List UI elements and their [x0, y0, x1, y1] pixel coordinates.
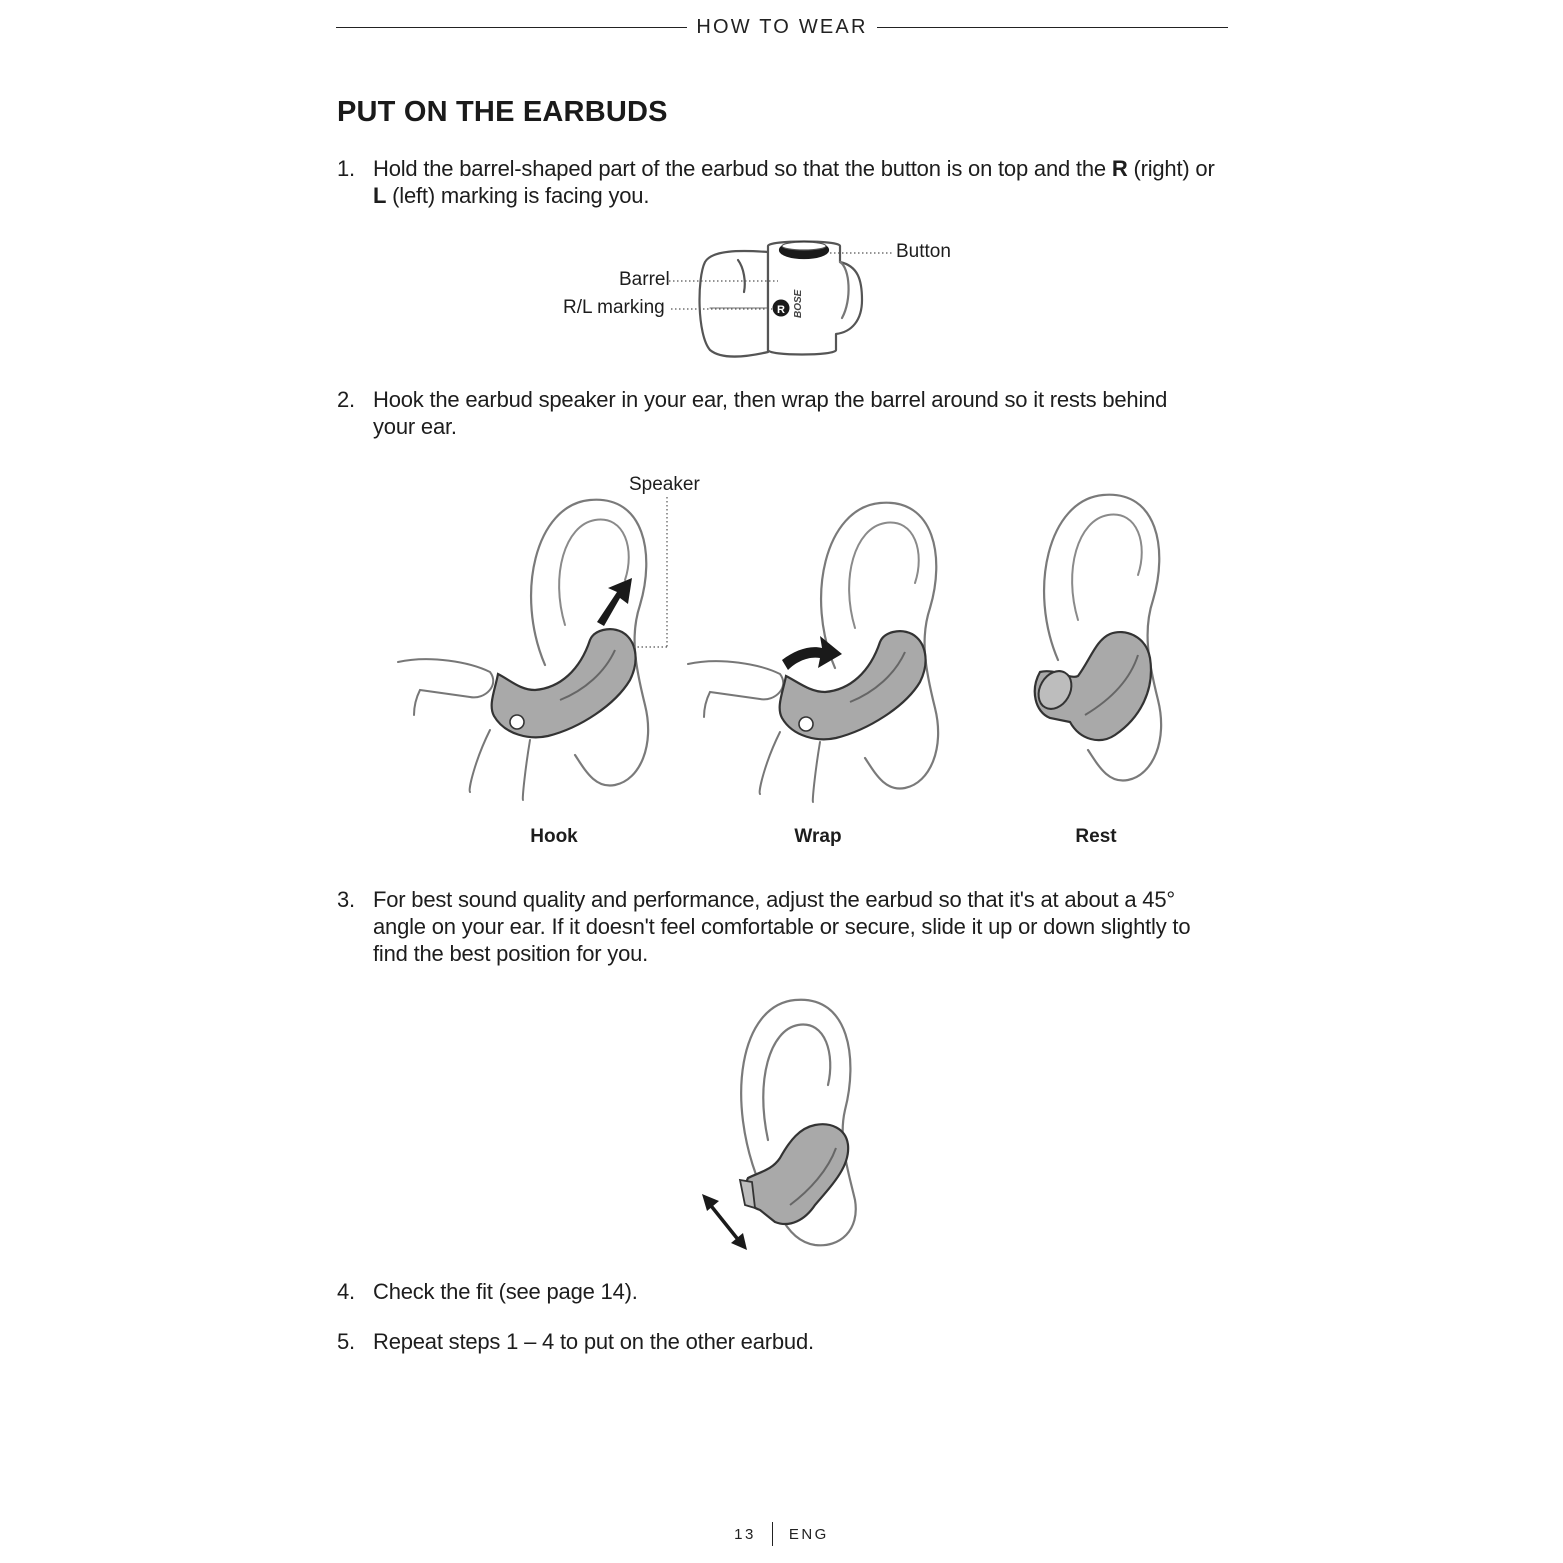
caption-rest: Rest [1075, 826, 1117, 847]
step-number: 1. [337, 156, 355, 181]
step-number: 3. [337, 887, 355, 912]
footer-separator [772, 1522, 773, 1546]
header-title: HOW TO WEAR [696, 15, 868, 38]
step-5 [337, 1328, 1217, 1355]
step-text-part: (left) marking is facing you. [386, 183, 650, 208]
section-title: PUT ON THE EARBUDS [337, 96, 668, 128]
rl-marking-label: R/L marking [563, 297, 665, 318]
right-marking-text: R [1111, 156, 1128, 181]
page-number: 13 [734, 1525, 756, 1543]
step-text: Check the fit (see page 14). [373, 1279, 638, 1304]
brand-logo-text: BOSE [793, 289, 804, 318]
step-text-part: Hold the barrel-shaped part of the earbud so that the button is on top and the [373, 156, 1112, 181]
step-text: Repeat steps 1 – 4 to put on the other earbud. [373, 1329, 814, 1354]
step-number: 4. [337, 1279, 355, 1304]
caption-wrap: Wrap [794, 826, 842, 847]
barrel-label: Barrel [619, 269, 670, 290]
speaker-label: Speaker [629, 474, 700, 495]
step-number: 5. [337, 1329, 355, 1354]
language-code: ENG [788, 1525, 829, 1543]
page-footer [0, 1521, 1563, 1547]
caption-hook: Hook [530, 826, 578, 847]
step-text: For best sound quality and performance, adjust the earbud so that it's at about a 45° angle on your ear. If it doesn't feel comfortable or secure, slide it up or down slightly to find the best position for you. [373, 887, 1191, 966]
button-label: Button [896, 241, 951, 262]
step-number: 2. [337, 387, 355, 412]
step-4 [337, 1278, 1217, 1305]
left-marking-text: L [373, 183, 387, 208]
step-text-part: (right) or [1127, 156, 1215, 181]
rl-marking-letter: R [777, 304, 785, 316]
step-text: Hook the earbud speaker in your ear, then wrap the barrel around so it rests behind your ear. [373, 387, 1168, 439]
adjust-arrow-icon [702, 1194, 747, 1250]
